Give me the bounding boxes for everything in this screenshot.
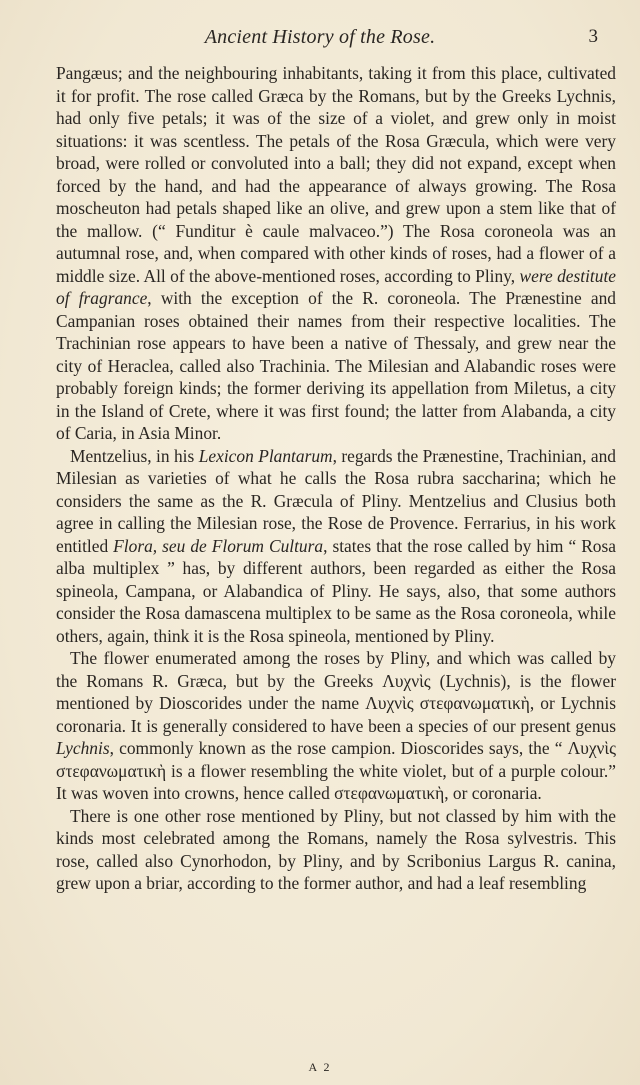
italic-text-run: Flora, seu de Florum Cultura <box>113 535 324 556</box>
running-title: Ancient History of the Rose. <box>204 26 436 48</box>
page-number: 3 <box>588 26 598 47</box>
text-run: , states that the rose called by him “ Rosa alba multiplex ” has, by different authors, been regarded as either the Rosa spineola, Campana, or Alabandica of Pliny. He says, also, that some authors consider the Rosa damascena multiplex to be same as the Rosa coroneola, while others, again, think it is the Rosa spineola, mentioned by Pliny. <box>56 535 616 646</box>
body-text <box>56 62 616 895</box>
text-run: Pangæus; and the neighbouring inhabitants, taking it from this place, cultivated it for profit. The rose called Græca by the Romans, but by the Greeks Lychnis, had only five petals; it was of the size of a violet, and grew only in moist situations: it was scentless. The petals of the Rosa Græcula, which were very broad, were rolled or convoluted into a ball; they did not expand, except when forced by the hand, and had the appearance of always growing. The Rosa moscheuton had petals shaped like an olive, and grew upon a stem like that of the mallow. (“ Funditur è caule malvaceo.”) The Rosa coroneola was an autumnal rose, and, when compared with other kinds of roses, had a flower of a middle size. All of the above-mentioned roses, according to Pliny, <box>56 63 616 286</box>
paragraph <box>56 62 616 445</box>
italic-text-run: were destitute of fragrance <box>56 265 616 308</box>
text-run: , with the exception of the R. coroneola. The Prænestine and Campanian roses obtained their names from their respective localities. The Trachinian rose appears to have been a native of Thessaly, and grew near the city of Heraclea, called also Trachinia. The Milesian and Alabandic roses were probably foreign kinds; the former deriving its appellation from Miletus, a city in the Island of Crete, where it was first found; the latter from Alabanda, a city of Caria, in Asia Minor. <box>56 288 616 443</box>
text-run: There is one other rose mentioned by Pliny, but not classed by him with the kinds most celebrated among the Romans, namely the Rosa sylvestris. This rose, called also Cynorhodon, by Pliny, and by Scribonius Largus R. canina, grew upon a briar, according to the former author, and had a leaf resembling <box>56 805 616 893</box>
paragraph <box>56 647 616 805</box>
running-head <box>0 24 640 54</box>
text-run: , commonly known as the rose campion. Dioscorides says, the “ Λυχνὶς στεφανωματικὴ is a flower resembling the white violet, but of a purple colour.” It was woven into crowns, hence called στεφανωματικὴ, or coronaria. <box>56 738 616 803</box>
signature-mark: A 2 <box>308 1060 332 1074</box>
text-run: Mentzelius, in his <box>70 445 199 466</box>
italic-text-run: Lexicon Plantarum <box>198 445 333 466</box>
text-run: , regards the Prænestine, Trachinian, and Milesian as varieties of what he calls the Rosa rubra saccharina; which he considers the same as the R. Græcula of Pliny. Mentzelius and Clusius both agree in calling the Milesian rose, the Rose de Provence. Ferrarius, in his work entitled <box>56 445 616 556</box>
text-run: The flower enumerated among the roses by Pliny, and which was called by the Romans R. Græca, but by the Greeks Λυχνὶς (Lychnis), is the flower mentioned by Dioscorides under the name Λυχνὶς στεφανωματικὴ, or Lychnis coronaria. It is generally considered to have been a species of our present genus <box>56 648 616 736</box>
paragraph <box>56 445 616 648</box>
paragraph <box>56 805 616 895</box>
italic-text-run: Lychnis <box>56 738 110 758</box>
